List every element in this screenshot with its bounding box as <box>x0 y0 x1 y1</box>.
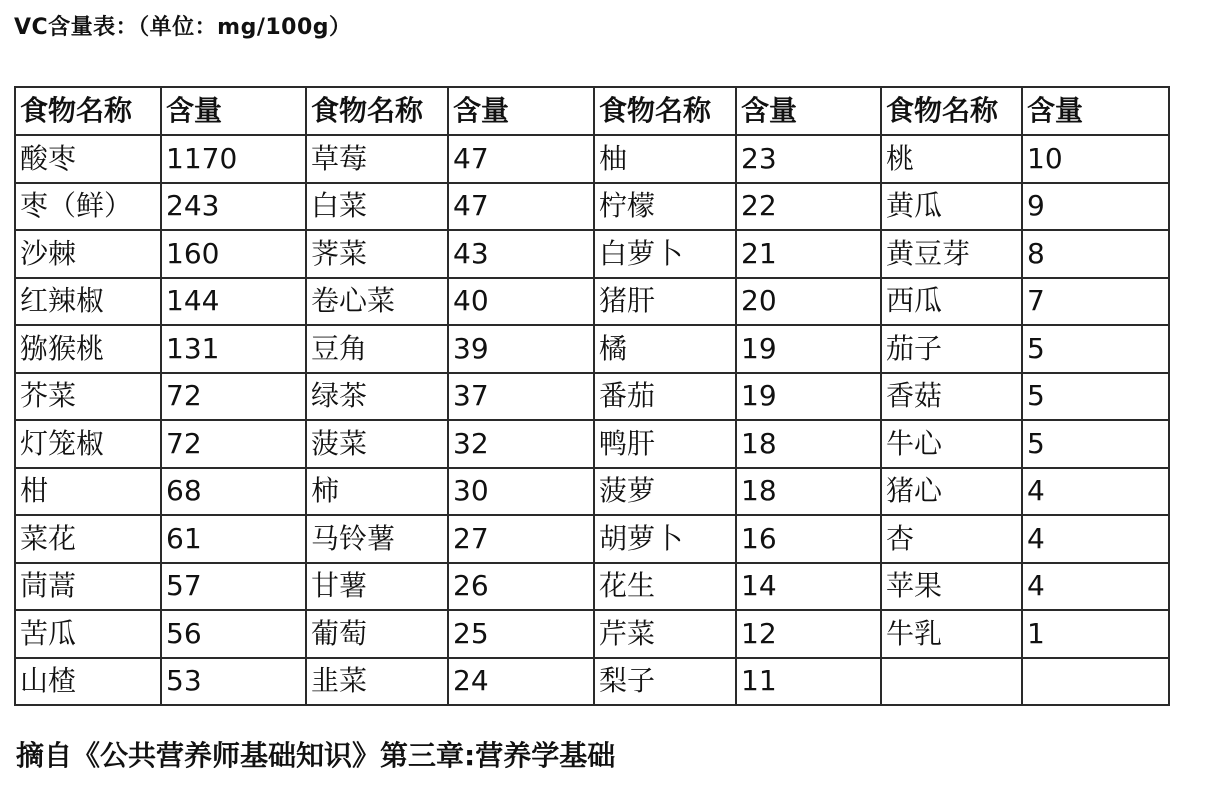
food-name-cell: 牛乳 <box>881 610 1022 658</box>
food-name-cell: 菜花 <box>15 515 161 563</box>
vc-content-cell: 72 <box>161 420 306 468</box>
food-name-cell: 芹菜 <box>594 610 736 658</box>
header-food-name: 食物名称 <box>15 87 161 135</box>
vc-content-cell: 61 <box>161 515 306 563</box>
vc-content-cell: 5 <box>1022 420 1169 468</box>
food-name-cell: 柠檬 <box>594 183 736 231</box>
vc-content-cell: 4 <box>1022 515 1169 563</box>
vc-content-cell: 131 <box>161 325 306 373</box>
food-name-cell: 荠菜 <box>306 230 448 278</box>
vitamin-c-table <box>14 86 1170 706</box>
food-name-cell: 菠菜 <box>306 420 448 468</box>
vc-content-cell: 11 <box>736 658 881 706</box>
food-name-cell: 梨子 <box>594 658 736 706</box>
food-name-cell: 草莓 <box>306 135 448 183</box>
source-note: 摘自《公共营养师基础知识》第三章:营养学基础 <box>16 739 616 772</box>
table-row <box>15 468 1169 516</box>
food-name-cell: 绿茶 <box>306 373 448 421</box>
header-food-name: 食物名称 <box>306 87 448 135</box>
vc-content-cell: 47 <box>448 183 594 231</box>
vc-content-cell: 18 <box>736 420 881 468</box>
food-name-cell: 牛心 <box>881 420 1022 468</box>
food-name-cell: 白菜 <box>306 183 448 231</box>
vc-content-cell: 12 <box>736 610 881 658</box>
food-name-cell: 茄子 <box>881 325 1022 373</box>
table-row <box>15 563 1169 611</box>
food-name-cell: 苦瓜 <box>15 610 161 658</box>
vc-content-cell <box>1022 658 1169 706</box>
vc-content-cell: 56 <box>161 610 306 658</box>
vc-content-cell: 1 <box>1022 610 1169 658</box>
food-name-cell: 卷心菜 <box>306 278 448 326</box>
food-name-cell: 白萝卜 <box>594 230 736 278</box>
table-row <box>15 325 1169 373</box>
table-row <box>15 230 1169 278</box>
table-row <box>15 515 1169 563</box>
table-row <box>15 278 1169 326</box>
vc-content-cell: 9 <box>1022 183 1169 231</box>
vc-content-cell: 144 <box>161 278 306 326</box>
vc-content-cell: 25 <box>448 610 594 658</box>
food-name-cell: 红辣椒 <box>15 278 161 326</box>
food-name-cell: 枣（鲜） <box>15 183 161 231</box>
food-name-cell: 黄豆芽 <box>881 230 1022 278</box>
header-content: 含量 <box>161 87 306 135</box>
food-name-cell: 香菇 <box>881 373 1022 421</box>
table-row <box>15 183 1169 231</box>
vc-content-cell: 160 <box>161 230 306 278</box>
vc-content-cell: 10 <box>1022 135 1169 183</box>
food-name-cell: 猪肝 <box>594 278 736 326</box>
table-row <box>15 135 1169 183</box>
vc-content-cell: 5 <box>1022 373 1169 421</box>
food-name-cell: 胡萝卜 <box>594 515 736 563</box>
food-name-cell: 花生 <box>594 563 736 611</box>
food-name-cell: 猕猴桃 <box>15 325 161 373</box>
food-name-cell: 山楂 <box>15 658 161 706</box>
food-name-cell: 橘 <box>594 325 736 373</box>
header-content: 含量 <box>448 87 594 135</box>
food-name-cell: 杏 <box>881 515 1022 563</box>
vc-content-cell: 16 <box>736 515 881 563</box>
table-row <box>15 610 1169 658</box>
vc-content-cell: 37 <box>448 373 594 421</box>
header-content: 含量 <box>736 87 881 135</box>
vc-content-cell: 23 <box>736 135 881 183</box>
food-name-cell: 韭菜 <box>306 658 448 706</box>
vc-content-cell: 20 <box>736 278 881 326</box>
header-food-name: 食物名称 <box>881 87 1022 135</box>
food-name-cell: 桃 <box>881 135 1022 183</box>
vc-content-cell: 14 <box>736 563 881 611</box>
vc-content-cell: 40 <box>448 278 594 326</box>
food-name-cell: 柿 <box>306 468 448 516</box>
vc-content-cell: 1170 <box>161 135 306 183</box>
vc-content-cell: 24 <box>448 658 594 706</box>
vc-content-cell: 8 <box>1022 230 1169 278</box>
food-name-cell: 马铃薯 <box>306 515 448 563</box>
vc-content-cell: 21 <box>736 230 881 278</box>
table-row <box>15 373 1169 421</box>
food-name-cell: 菠萝 <box>594 468 736 516</box>
food-name-cell: 鸭肝 <box>594 420 736 468</box>
vc-content-cell: 30 <box>448 468 594 516</box>
vc-content-cell: 22 <box>736 183 881 231</box>
food-name-cell: 灯笼椒 <box>15 420 161 468</box>
table-title: VC含量表：（单位：mg/100g） <box>14 15 352 40</box>
table-row <box>15 420 1169 468</box>
vc-content-cell: 68 <box>161 468 306 516</box>
food-name-cell: 苹果 <box>881 563 1022 611</box>
food-name-cell: 甘薯 <box>306 563 448 611</box>
vc-content-cell: 18 <box>736 468 881 516</box>
header-food-name: 食物名称 <box>594 87 736 135</box>
food-name-cell <box>881 658 1022 706</box>
header-content: 含量 <box>1022 87 1169 135</box>
vc-content-cell: 72 <box>161 373 306 421</box>
table-body <box>15 87 1169 705</box>
food-name-cell: 茼蒿 <box>15 563 161 611</box>
vc-content-cell: 19 <box>736 373 881 421</box>
food-name-cell: 猪心 <box>881 468 1022 516</box>
vc-content-cell: 7 <box>1022 278 1169 326</box>
food-name-cell: 豆角 <box>306 325 448 373</box>
vc-content-cell: 5 <box>1022 325 1169 373</box>
vc-content-cell: 53 <box>161 658 306 706</box>
vc-content-cell: 26 <box>448 563 594 611</box>
vc-content-cell: 27 <box>448 515 594 563</box>
food-name-cell: 柚 <box>594 135 736 183</box>
vc-content-cell: 57 <box>161 563 306 611</box>
header-row <box>15 87 1169 135</box>
vc-content-cell: 4 <box>1022 468 1169 516</box>
food-name-cell: 葡萄 <box>306 610 448 658</box>
vc-content-cell: 47 <box>448 135 594 183</box>
food-name-cell: 黄瓜 <box>881 183 1022 231</box>
vc-content-cell: 43 <box>448 230 594 278</box>
food-name-cell: 番茄 <box>594 373 736 421</box>
table-row <box>15 658 1169 706</box>
food-name-cell: 沙棘 <box>15 230 161 278</box>
food-name-cell: 芥菜 <box>15 373 161 421</box>
food-name-cell: 柑 <box>15 468 161 516</box>
food-name-cell: 酸枣 <box>15 135 161 183</box>
vc-content-cell: 32 <box>448 420 594 468</box>
food-name-cell: 西瓜 <box>881 278 1022 326</box>
vc-content-cell: 39 <box>448 325 594 373</box>
vc-content-cell: 4 <box>1022 563 1169 611</box>
vc-content-cell: 243 <box>161 183 306 231</box>
vc-content-cell: 19 <box>736 325 881 373</box>
